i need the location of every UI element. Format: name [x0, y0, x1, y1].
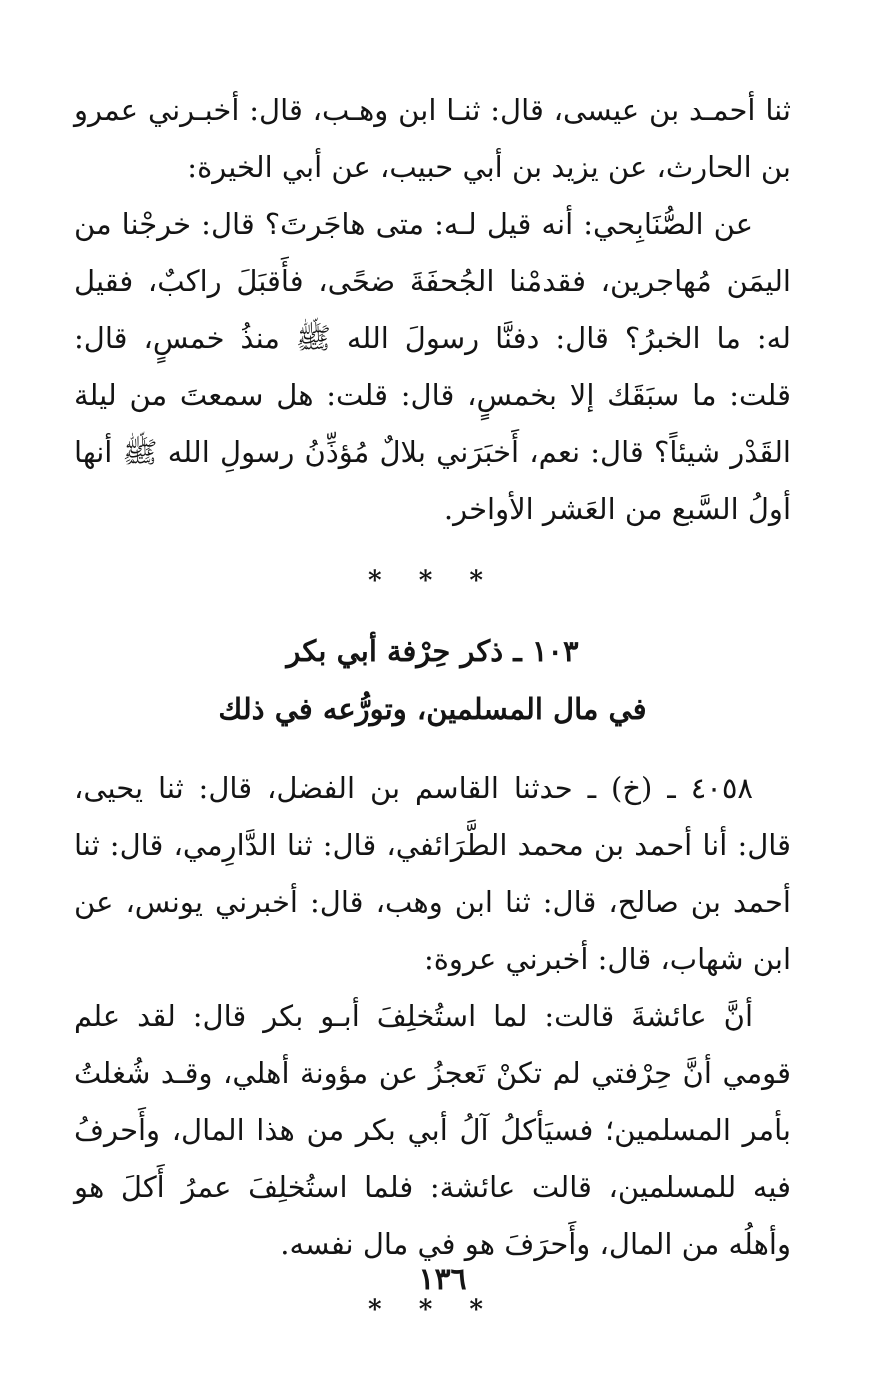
section-separator-end: * * *: [368, 1295, 497, 1325]
chapter-heading-line-1: ١٠٣ ـ ذكر حِرْفة أبي بكر: [286, 634, 579, 668]
book-page: [74, 82, 791, 1342]
chapter-heading: [74, 622, 791, 738]
hadith-text-paragraph: عن الصُّنَابِحي: أنه قيل لـه: متى هاجَرتَ؟ قال: خرجْنا من اليمَن مُهاجرين، فقدمْنا الجُحفَةَ ضحًى، فأَقبَلَ راكبٌ، فقيل له: ما الخبرُ؟ قال: دفنَّا رسولَ الله ﷺ منذُ خمسٍ، قال: قلت: ما سبَقَك إلا بخمسٍ، قال: قلت: هل سمعتَ من ليلة القَدْر شيئاً؟ قال: نعم، أَخبَرَني بلالٌ مُؤذِّنُ رسولِ الله ﷺ أنها أولُ السَّبع من العَشر الأواخر.: [74, 207, 791, 526]
hadith-body-paragraph: أنَّ عائشةَ قالت: لما استُخلِفَ أبـو بكر قال: لقد علم قومي أنَّ حِرْفتي لم تكنْ تَعجزُ عن مؤونة أهلي، وقـد شُغلتُ بأمر المسلمين؛ فسيَأكلُ آلُ أبي بكر من هذا المال، وأَحرفُ فيه للمسلمين، قالت عائشة: فلما استُخلِفَ عمرُ أَكلَ هو وأهلُه من المال، وأَحرَفَ هو في مال نفسه.: [74, 999, 791, 1261]
chain-of-narration-paragraph: ثنا أحمـد بن عيسى، قال: ثنـا ابن وهـب، قال: أخبـرني عمرو بن الحارث، عن يزيد بن أبي حبيب، عن أبي الخيرة:: [74, 93, 791, 184]
hadith-number-paragraph: ٤٠٥٨ ـ (خ) ـ حدثنا القاسم بن الفضل، قال: ثنا يحيى، قال: أنا أحمد بن محمد الطَّرَائفي، قال: ثنا الدَّارِمي، قال: ثنا أحمد بن صالح، قال: ثنا ابن وهب، قال: أخبرني يونس، عن ابن شهاب، قال: أخبرني عروة:: [74, 771, 791, 976]
chapter-heading-line-2: في مال المسلمين، وتورُّعه في ذلك: [218, 692, 647, 726]
page-number: ١٣٦: [418, 1262, 467, 1297]
section-separator: * * *: [368, 566, 497, 596]
